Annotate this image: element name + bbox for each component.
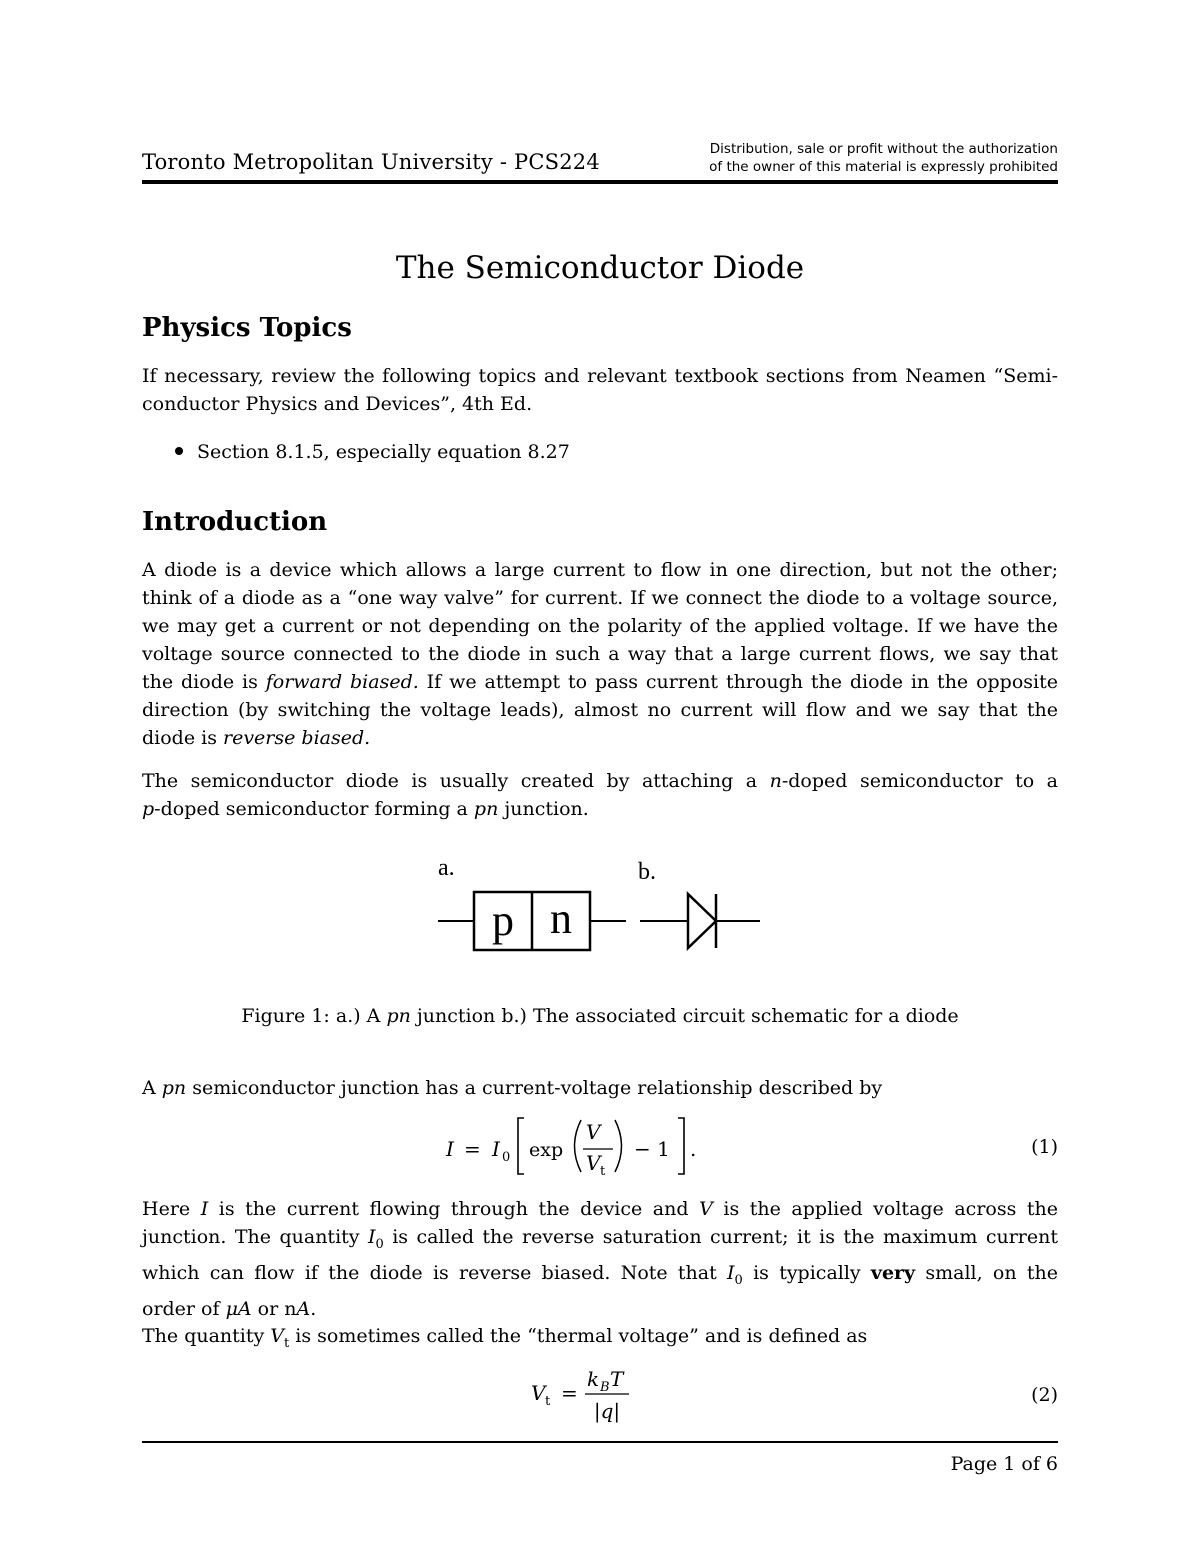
math-subscript: t	[284, 1335, 290, 1351]
paragraph-line	[142, 1322, 1058, 1358]
term-reverse-biased: reverse biased.	[223, 727, 371, 749]
paragraph-line: A diode is a device which allows a large current to flow in one direction, but not the other;	[142, 559, 1058, 581]
math-subscript: 0	[375, 1236, 384, 1252]
text-run: the diode is	[142, 671, 266, 693]
figure-caption	[0, 1005, 1200, 1027]
eq2-temperature: T	[610, 1367, 624, 1391]
text-run: is the applied voltage across the	[712, 1198, 1059, 1220]
paragraph-line: voltage source connected to the diode in such a way that a large current flows, we say that	[142, 643, 1058, 665]
math-i0: I	[727, 1261, 735, 1284]
text-run: .	[310, 1297, 317, 1320]
relationship-paragraph	[142, 1074, 1058, 1102]
math-amp: A	[296, 1297, 311, 1320]
text-run: A	[142, 1077, 162, 1099]
eq1-equals: =	[464, 1137, 481, 1161]
text-run: order of	[142, 1297, 226, 1320]
text-run: -doped semiconductor to a	[781, 770, 1058, 792]
eq1-left-paren	[575, 1120, 582, 1172]
equation-1	[440, 1112, 700, 1182]
paragraph-line	[142, 1223, 1058, 1259]
equation-2-number: (2)	[1031, 1384, 1058, 1406]
bullet-text: Section 8.1.5, especially equation 8.27	[197, 441, 570, 463]
eq1-i0: I	[492, 1137, 500, 1161]
eq1-numerator: V	[586, 1120, 601, 1144]
paragraph-line	[142, 668, 1058, 696]
math-n: n	[769, 770, 782, 792]
footer-rule	[142, 1441, 1058, 1443]
page-number: Page 1 of 6	[950, 1453, 1058, 1475]
equation-1-number: (1)	[1031, 1136, 1058, 1158]
eq1-minus-one: − 1	[634, 1137, 670, 1161]
paragraph-line	[142, 767, 1058, 795]
text-run: The semiconductor diode is usually created by attaching a	[142, 770, 770, 792]
math-v: V	[699, 1198, 713, 1220]
math-pn: pn	[161, 1077, 187, 1099]
current-description-paragraph	[142, 1195, 1058, 1323]
text-run: diode is	[142, 727, 223, 749]
introduction-paragraph-1	[142, 556, 1058, 752]
term-forward-biased: forward biased.	[265, 671, 419, 693]
eq2-vt-subscript: t	[545, 1394, 551, 1409]
paragraph-line	[142, 1195, 1058, 1223]
physics-topics-paragraph	[142, 362, 1058, 418]
text-run: semiconductor junction has a current-voltage relationship described by	[186, 1077, 883, 1099]
figure-label-a: a.	[438, 855, 455, 881]
eq1-exp: exp	[529, 1139, 564, 1161]
eq1-left-bracket	[518, 1118, 524, 1174]
text-run: If we attempt to pass current through the diode in the opposite	[418, 671, 1058, 693]
math-i0: I	[367, 1226, 376, 1248]
figure-label-b: b.	[638, 859, 656, 885]
paragraph-line	[142, 795, 1058, 823]
text-run: which can flow if the diode is reverse biased. Note that	[142, 1261, 728, 1284]
eq1-i0-subscript: 0	[502, 1150, 511, 1165]
eq2-kb-subscript: B	[600, 1380, 610, 1395]
paragraph-line: think of a diode as a “one way valve” for current. If we connect the diode to a voltage source,	[142, 587, 1058, 609]
equation-2	[525, 1364, 645, 1430]
paragraph-line: If necessary, review the following topics and relevant textbook sections from Neamen “Semi-	[142, 365, 1058, 387]
paragraph-line: conductor Physics and Devices”, 4th Ed.	[142, 393, 533, 415]
math-p: p	[142, 798, 155, 820]
header-notice	[709, 140, 1058, 176]
text-run: The quantity	[142, 1325, 271, 1347]
math-subscript: 0	[734, 1272, 743, 1288]
text-run: is called the reverse saturation current; it is the maximum current	[383, 1226, 1058, 1248]
eq1-right-bracket	[678, 1118, 684, 1174]
pn-box-n-label: n	[550, 894, 572, 943]
bullet-item	[175, 441, 570, 463]
text-run: Figure 1: a.) A	[241, 1005, 387, 1027]
header-rule	[142, 180, 1058, 184]
header-notice-line2: of the owner of this material is expressly prohibited	[709, 159, 1058, 175]
document-title: The Semiconductor Diode	[395, 250, 805, 286]
paragraph-line	[142, 1295, 1058, 1323]
header-notice-line1: Distribution, sale or profit without the authorization	[709, 141, 1058, 157]
text-run: junction. The quantity	[142, 1226, 368, 1248]
section-heading-physics-topics: Physics Topics	[142, 313, 352, 343]
eq1-current: I	[446, 1137, 454, 1161]
eq2-denominator: |q|	[593, 1399, 621, 1423]
math-microamp: μA	[225, 1297, 252, 1320]
eq2-kb: k	[587, 1367, 600, 1391]
eq1-period: .	[690, 1137, 697, 1161]
eq1-denominator-subscript: t	[600, 1164, 606, 1179]
eq2-equals: =	[561, 1381, 578, 1405]
eq1-right-paren	[615, 1120, 622, 1172]
pn-box-p-label: p	[492, 896, 514, 945]
text-run: Here	[142, 1198, 201, 1220]
text-run: junction.	[498, 798, 589, 820]
paragraph-line	[142, 724, 1058, 752]
text-run: is sometimes called the “thermal voltage” and is defined as	[289, 1325, 868, 1347]
introduction-paragraph-2	[142, 767, 1058, 823]
paragraph-line: we may get a current or not depending on the polarity of the applied voltage. If we have the	[142, 615, 1058, 637]
bullet-dot	[175, 447, 183, 455]
text-run: small, on the	[915, 1261, 1058, 1284]
math-pn: pn	[473, 798, 499, 820]
math-pn: pn	[386, 1005, 411, 1027]
header-course: Toronto Metropolitan University - PCS224	[142, 150, 600, 174]
text-run: -doped semiconductor forming a	[154, 798, 474, 820]
section-heading-introduction: Introduction	[142, 507, 328, 537]
paragraph-line	[142, 1259, 1058, 1295]
text-run: is typically	[742, 1261, 871, 1284]
eq2-vt: V	[531, 1381, 546, 1405]
figure-pn-junction-and-diode	[420, 845, 780, 965]
diode-triangle-icon	[688, 894, 716, 948]
thermal-voltage-paragraph	[142, 1322, 1058, 1358]
math-vt: V	[270, 1325, 285, 1347]
paragraph-line: direction (by switching the voltage leads), almost no current will flow and we say that the	[142, 699, 1058, 721]
text-run: junction b.) The associated circuit schematic for a diode	[410, 1005, 959, 1027]
eq1-denominator: V	[586, 1151, 601, 1175]
paragraph-line	[142, 1074, 1058, 1102]
emphasis-very: very	[870, 1261, 916, 1284]
math-i: I	[200, 1198, 209, 1220]
text-run: or n	[251, 1297, 297, 1320]
text-run: is the current flowing through the device and	[208, 1198, 700, 1220]
